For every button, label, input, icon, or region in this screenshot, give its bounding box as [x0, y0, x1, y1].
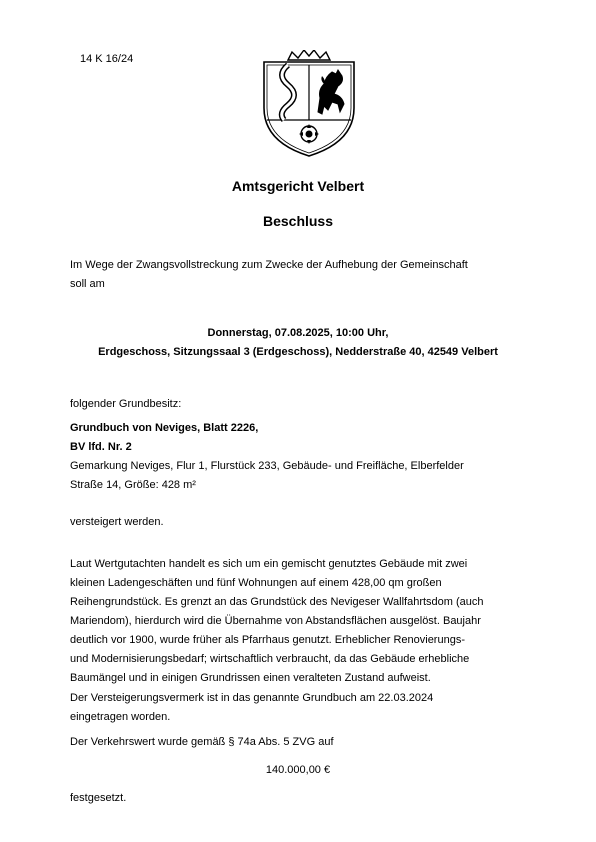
registration-paragraph — [70, 689, 530, 727]
intro-paragraph — [70, 256, 530, 294]
appraisal-line: kleinen Ladengeschäften und fünf Wohnungen auf einem 428,00 qm großen — [70, 577, 442, 589]
appointment-date: Donnerstag, 07.08.2025, 10:00 Uhr, — [207, 327, 389, 339]
court-name: Amtsgericht Velbert — [231, 178, 365, 194]
appraisal-line: Reihengrundstück. Es grenzt an das Grundstück des Nevigeser Wallfahrtsdom (auch — [70, 596, 484, 608]
appraisal-line: deutlich vor 1900, wurde früher als Pfarrhaus genutzt. Erheblicher Renovierungs- — [70, 634, 465, 646]
valuation-line: Der Verkehrswert wurde gemäß § 74a Abs. 5 ZVG auf — [70, 736, 334, 748]
nrw-coat-of-arms-icon — [258, 50, 360, 158]
property-desc-line-2: Straße 14, Größe: 428 m² — [70, 479, 196, 491]
appraisal-line: Laut Wertgutachten handelt es sich um ein gemischt genutztes Gebäude mit zwei — [70, 558, 468, 570]
intro-line-2: soll am — [70, 278, 105, 290]
document-title: Beschluss — [262, 213, 334, 229]
appointment-block — [0, 324, 596, 362]
intro-line-1: Im Wege der Zwangsvollstreckung zum Zwecke der Aufhebung der Gemeinschaft — [70, 259, 468, 271]
appraisal-line: Mariendom), hierdurch wird die Übernahme von Abstandsflächen ausgelöst. Baujahr — [70, 615, 481, 627]
case-number: 14 K 16/24 — [80, 53, 134, 65]
property-desc-line-1: Gemarkung Neviges, Flur 1, Flurstück 233, Gebäude- und Freifläche, Elberfelder — [70, 460, 464, 472]
valuation-closing: festgesetzt. — [70, 792, 127, 804]
appraisal-paragraph — [70, 555, 530, 688]
appraisal-line: Baumängel und in einigen Grundrissen einen veralteten Zustand aufweist. — [70, 672, 431, 684]
registration-line-2: eingetragen worden. — [70, 711, 171, 723]
property-register: Grundbuch von Neviges, Blatt 2226, — [70, 422, 259, 434]
appraisal-line: und Modernisierungsbedarf; wirtschaftlich verbraucht, da das Gebäude erhebliche — [70, 653, 470, 665]
property-block — [70, 419, 530, 495]
property-bv-number: BV lfd. Nr. 2 — [70, 441, 132, 453]
registration-line-1: Der Versteigerungsvermerk ist in das genannte Grundbuch am 22.03.2024 — [70, 692, 434, 704]
property-heading: folgender Grundbesitz: — [70, 398, 182, 410]
valuation-amount: 140.000,00 € — [265, 764, 331, 776]
appointment-location: Erdgeschoss, Sitzungssaal 3 (Erdgeschoss), Nedderstraße 40, 42549 Velbert — [98, 346, 498, 358]
auction-phrase: versteigert werden. — [70, 516, 164, 528]
